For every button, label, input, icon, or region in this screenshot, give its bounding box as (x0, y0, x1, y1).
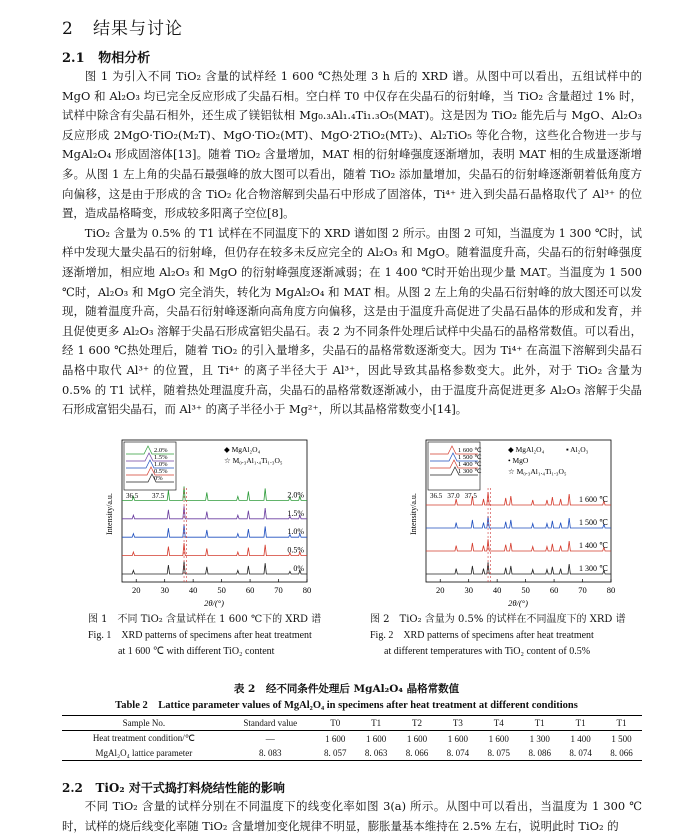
subsection-title: 物相分析 (98, 51, 151, 66)
f1-xtick-label: 20 (131, 585, 141, 595)
fig2-ylabel: Intensity/a.u. (409, 493, 418, 535)
f1-series-label: 1.0% (287, 527, 304, 537)
f2-series-label: 1 500 ℃ (579, 518, 608, 527)
f2-inset-label: 1 400 ℃ (458, 461, 482, 468)
table-cell: 8. 057 (323, 748, 347, 758)
f2-xtick-label: 30 (464, 585, 473, 595)
table-header-cell: T2 (412, 718, 423, 728)
fig2-xlabel: 2θ/(°) (508, 598, 528, 608)
f1-xtick-label: 30 (160, 585, 169, 595)
f1-inset-frame (124, 442, 176, 490)
f1-series-line (122, 506, 307, 519)
f2-xtick-label: 60 (549, 585, 559, 595)
table-cell: 1 600 (366, 733, 387, 744)
table-cell: 1 500 (611, 733, 632, 744)
table-header-cell: T1 (534, 718, 545, 728)
table-cell: 1 600 (406, 733, 428, 744)
table-cell: 1 600 (325, 733, 346, 744)
table-header-cell: Sample No. (122, 718, 166, 728)
f2-inset-tick-label: 36.5 (430, 492, 443, 500)
table-cell: — (265, 733, 275, 744)
f1-series-label: 0.5% (287, 545, 304, 555)
table-row (62, 731, 642, 747)
fig1-caption-en-2: at 1 600 ℃ with different TiO₂ content (118, 646, 275, 657)
subsection-heading-2-1 (62, 47, 150, 66)
fig2-legend-3: ☆ M₀.₃Al₁.₄Ti₁.₃O₅ (508, 467, 567, 476)
table-cell: Heat treatment condition/℃ (92, 733, 195, 743)
table-cell: 1 600 (447, 733, 469, 744)
table-2-title-cn: 表 2 经不同条件处理后 MgAl₂O₄ 晶格常数值 (233, 683, 460, 695)
fig1-legend-1: ☆ M₀.₃Al₁.₄Ti₁.₃O₅ (224, 456, 283, 465)
table-cell: 8. 074 (569, 748, 592, 758)
table-cell: 8. 075 (487, 748, 511, 758)
table-cell: 8. 066 (610, 748, 633, 758)
table-header-cell: T1 (616, 718, 627, 728)
f2-xtick-label: 70 (578, 585, 587, 595)
fig2-caption-en-1: Fig. 2 XRD patterns of specimens after heat treatment (370, 630, 594, 641)
f2-series-label: 1 400 ℃ (579, 541, 608, 550)
section-number: 2 (62, 19, 74, 39)
table-cell: 1 600 (488, 733, 509, 744)
f1-series-line (122, 561, 307, 574)
fig2-legend-0: ◆ MgAl₂O₄ (508, 445, 545, 454)
figure-2-caption (370, 612, 660, 660)
subsection-number: 2.2 (62, 781, 83, 795)
f1-inset-label: 1.0% (154, 461, 168, 468)
paragraph-1: 图 1 为引入不同 TiO₂ 含量的试样经 1 600 ℃热处理 3 h 后的 XRD 谱。从图中可以看出，五组试样中的 MgO 和 Al₂O₃ 均已完全反应形成了尖晶石相。空白样 T0 中仅存在尖晶石的衍射峰，当 TiO₂ 含量超过 1% 时，试样中除含有尖晶石相外，还生成了镁铝钛相 Mg₀.₃Al₁.₄Ti₁.₃O₅(MAT)。这是因为 TiO₂ 能先后与 MgO、Al₂O₃ 反应形成 2MgO·TiO₂(M₂T)、MgO·TiO₂(MT)、MgO·2TiO₂(MT₂)、Al₂TiO₅ 等化合物，这些化合物进一步与 MgAl₂O₄ 形成固溶体[13]。随着 TiO₂ 含量增加，MAT 相的衍射峰强度逐渐增加，表明 MAT 相的生成量逐渐增多。从图 1 左上角的尖晶石最强峰的放大图可以看出，随着 TiO₂ 添加量增加，尖晶石的衍射峰逐渐朝着低角度方向偏移，这是由于形成的含 TiO₂ 化合物溶解到尖晶石中形成了固溶体，Ti⁴⁺ 进入到尖晶石晶格取代了 Al³⁺ 的位置，造成晶格畸变，形成较多阳离子空位[8]。 (62, 69, 642, 221)
table-cell: 8. 063 (364, 748, 388, 758)
figure-1-xrd-chart (92, 436, 324, 608)
table-2 (62, 715, 642, 761)
f1-xtick-label: 50 (217, 585, 226, 595)
f1-series-line (122, 525, 307, 538)
fig2-caption-cn: 图 2 TiO₂ 含量为 0.5% 的试样在不同温度下的 XRD 谱 (370, 614, 626, 625)
table-cell: 8. 074 (446, 748, 470, 758)
f2-series-label: 1 300 ℃ (579, 564, 608, 573)
fig2-caption-en-2: at different temperatures with TiO₂ content of 0.5% (384, 646, 591, 657)
f1-xtick-label: 70 (274, 585, 283, 595)
section-heading (62, 14, 183, 39)
fig2-legend-1: ▪ Al₂O₃ (566, 445, 589, 454)
table-header-row (62, 716, 642, 731)
f1-series-label: 0% (293, 564, 304, 573)
f2-xtick-label: 50 (521, 585, 530, 595)
table-2-title-en: Table 2 Lattice parameter values of MgAl₂O₄ in specimens after heat treatment at different conditions (115, 700, 578, 711)
f2-inset-label: 1 500 ℃ (458, 454, 482, 461)
f1-xtick-label: 60 (245, 585, 255, 595)
paragraph-3: 不同 TiO₂ 含量的试样分别在不同温度下的线变化率如图 3(a) 所示。从图中可以看出，当温度为 1 300 ℃时，试样的烧后线变化率随 TiO₂ 含量增加变化规律不明显，膨胀量基本维持在 2.5% 左右，说明此时 TiO₂ 的 (62, 799, 642, 833)
table-cell: 8. 083 (259, 748, 282, 758)
table-header-cell: Standard value (243, 718, 298, 728)
subsection-title: TiO₂ 对干式捣打料烧结性能的影响 (95, 781, 285, 795)
table-header-cell: T0 (330, 718, 341, 728)
table-cell: 1 300 (529, 733, 550, 744)
fig1-ylabel: Intensity/a.u. (105, 493, 114, 535)
body-text-block-1 (62, 67, 642, 420)
fig1-caption-cn: 图 1 不同 TiO₂ 含量试样在 1 600 ℃下的 XRD 谱 (88, 614, 322, 625)
table-cell: MgAl₂O₄ lattice parameter (95, 748, 193, 758)
f1-series-label: 1.5% (287, 508, 304, 518)
fig1-legend-0: ◆ MgAl₂O₄ (224, 445, 261, 454)
f1-inset-label: 2.0% (154, 447, 168, 454)
f2-xtick-label: 20 (435, 585, 445, 595)
f1-inset-label: 0.5% (154, 468, 168, 475)
table-header-cell: T3 (452, 718, 463, 728)
f1-xtick-label: 40 (188, 585, 198, 595)
f1-series-label: 2.0% (287, 490, 304, 500)
table-header-cell: T1 (371, 718, 382, 728)
table-header-cell: T1 (575, 718, 586, 728)
fig2-legend-2: • MgO (508, 456, 529, 465)
f2-inset-tick-label: 37.5 (464, 492, 477, 500)
f2-inset-label: 1 300 ℃ (458, 468, 482, 475)
f2-xtick-label: 80 (606, 585, 616, 595)
table-header-cell: T4 (493, 718, 504, 728)
table-cell: 1 400 (570, 733, 591, 744)
f1-inset-tick-label: 37.5 (152, 492, 165, 500)
body-text-block-2 (62, 797, 642, 836)
table-cell: 8. 066 (405, 748, 429, 758)
f2-inset-label: 1 600 ℃ (458, 447, 482, 454)
section-title: 结果与讨论 (93, 19, 184, 39)
f2-inset-tick-label: 37.0 (447, 492, 460, 500)
fig1-xlabel: 2θ/(°) (204, 598, 224, 608)
f1-inset-tick-label: 36.5 (126, 492, 139, 500)
f1-xtick-label: 80 (302, 585, 312, 595)
fig1-caption-en-1: Fig. 1 XRD patterns of specimens after heat treatment (88, 630, 312, 641)
paragraph-2: TiO₂ 含量为 0.5% 的 T1 试样在不同温度下的 XRD 谱如图 2 所示。由图 2 可知，当温度为 1 300 ℃时，试样中发现大量尖晶石的衍射峰，但仍存在较多未反应完全的 Al₂O₃ 和 MgO。随着温度升高，尖晶石的衍射峰强度逐渐增加，相应地 Al₂O₃ 和 MgO 的衍射峰强度逐渐减弱；在 1 400 ℃时开始出现少量 MAT。当温度为 1 500 ℃时，Al₂O₃ 和 MgO 完全消失，转化为 MgAl₂O₄ 和 MAT 相。从图 2 左上角的尖晶石衍射峰的放大图还可以发现，随着温度升高，尖晶石衍射峰逐渐向高角度方向偏移，这是由于温度升高促进了尖晶石晶体的形成和发育，并且促使更多 Al₂O₃ 溶解于尖晶石形成富铝尖晶石。表 2 为不同条件处理后试样中尖晶石的晶格常数值。可以看出，经 1 600 ℃热处理后，随着 TiO₂ 的引入量增多，尖晶石的晶格常数逐渐变大。因为 Ti⁴⁺ 在高温下溶解到尖晶石晶格中取代 Al³⁺ 的位置，且 Ti⁴⁺ 的离子半径大于 Al³⁺，因此导致其晶格参数变大。此外，对于 TiO₂ 含量为 0.5% 的 T1 试样，随着热处理温度升高，尖晶石的晶格常数逐渐减小，由于温度升高促进更多 Al₂O₃ 溶解于尖晶石形成富铝尖晶石，而 Al³⁺ 的离子半径小于 Mg²⁺，所以其晶格常数变小[14]。 (62, 225, 642, 417)
table-cell: 8. 086 (528, 748, 551, 758)
figure-2-xrd-chart (396, 436, 628, 608)
subsection-number: 2.1 (62, 51, 85, 66)
figure-1-caption (88, 612, 348, 660)
f1-inset-label: 0% (154, 475, 163, 482)
table-row (62, 746, 642, 761)
f2-series-label: 1 600 ℃ (579, 495, 608, 504)
f1-inset-label: 1.5% (154, 454, 168, 461)
f2-xtick-label: 40 (492, 585, 502, 595)
subsection-heading-2-2 (62, 779, 285, 796)
f1-series-line (122, 543, 307, 556)
